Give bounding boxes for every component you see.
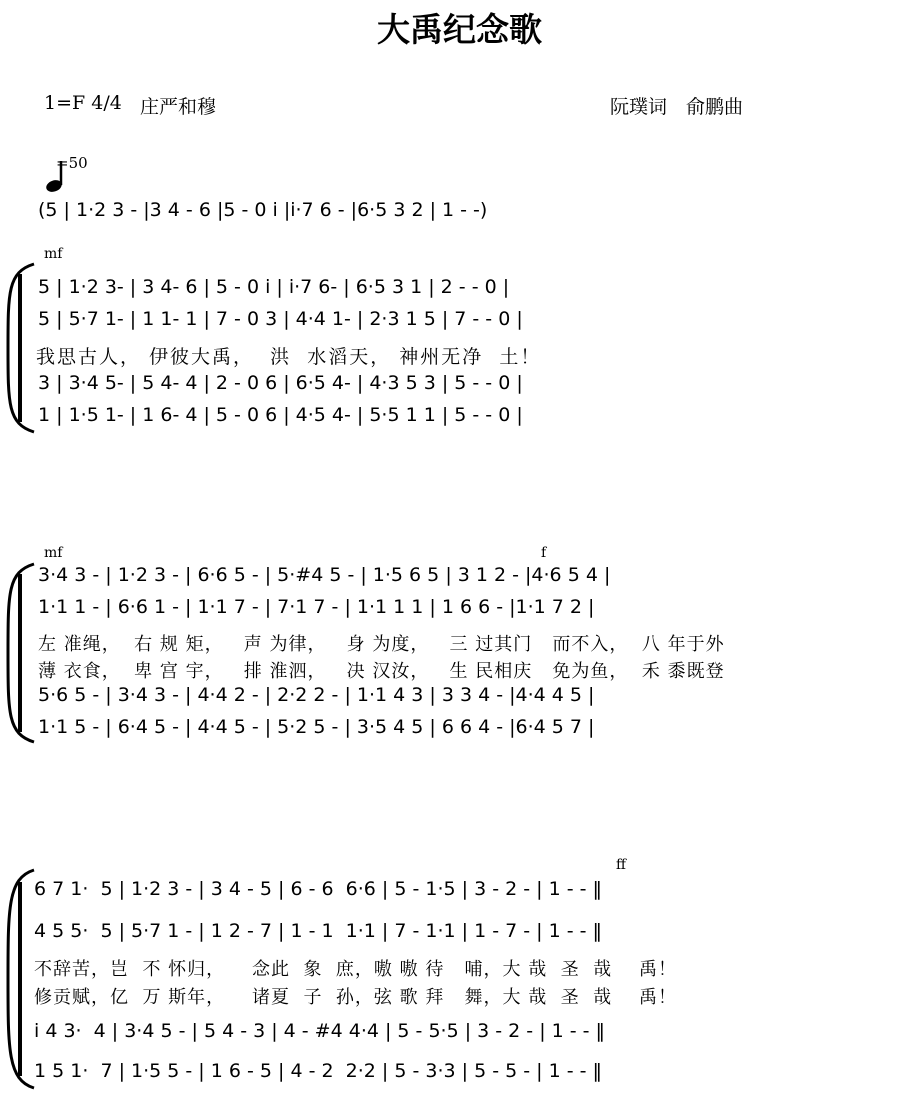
dynamic-marking: mf xyxy=(44,545,63,561)
intro-line: (5 | 1·2 3 - |3 4 - 6 |5 - 0 i |i·7 6 - |6·5 3 2 | 1 - -) xyxy=(38,199,488,221)
part-line: 1 | 1·5 1- | 1 6- 4 | 5 - 0 6 | 4·5 4- | 5·5 1 1 | 5 - - 0 | xyxy=(38,404,523,426)
part-line: 1·1 5 - | 6·4 5 - | 4·4 5 - | 5·2 5 - | 3·5 4 5 | 6 6 4 - |6·4 5 7 | xyxy=(38,716,595,738)
part-line: i 4 3· 4 | 3·4 5 - | 5 4 - 3 | 4 - #4 4·4 | 5 - 5·5 | 3 - 2 - | 1 - - ‖ xyxy=(34,1020,606,1042)
expression-marking: 庄严和穆 xyxy=(140,96,217,118)
lyric-line: 不辞苦，岂 不 怀归， 念此 象 庶，嗷 嗷 待 哺，大 哉 圣 哉 禹！ xyxy=(34,959,678,980)
part-line: 5 | 5·7 1- | 1 1- 1 | 7 - 0 3 | 4·4 1- | 2·3 1 5 | 7 - - 0 | xyxy=(38,308,523,330)
part-line: 5·6 5 - | 3·4 3 - | 4·4 2 - | 2·2 2 - | 1·1 4 3 | 3 3 4 - |4·4 4 5 | xyxy=(38,684,595,706)
part-line: 6 7 1· 5 | 1·2 3 - | 3 4 - 5 | 6 - 6 6·6 | 5 - 1·5 | 3 - 2 - | 1 - - ‖ xyxy=(34,878,602,900)
part-line: 5 | 1·2 3- | 3 4- 6 | 5 - 0 i | i·7 6- | 6·5 3 1 | 2 - - 0 | xyxy=(38,276,510,298)
lyric-line: 薄 衣食， 卑 宫 宇， 排 淮泗， 决 汉汝， 生 民相庆 免为鱼， 禾 黍既登 xyxy=(38,661,725,682)
part-line: 1·1 1 - | 6·6 1 - | 1·1 7 - | 7·1 7 - | 1·1 1 1 | 1 6 6 - |1·1 7 2 | xyxy=(38,596,595,618)
credits: 阮璞词 俞鹏曲 xyxy=(610,96,744,118)
dynamic-marking: mf xyxy=(44,246,63,262)
page-title: 大禹纪念歌 xyxy=(377,10,542,49)
part-line: 1 5 1· 7 | 1·5 5 - | 1 6 - 5 | 4 - 2 2·2 | 5 - 3·3 | 5 - 5 - | 1 - - ‖ xyxy=(34,1060,602,1082)
part-line: 3 | 3·4 5- | 5 4- 4 | 2 - 0 6 | 6·5 4- | 4·3 5 3 | 5 - - 0 | xyxy=(38,372,523,394)
system-brace xyxy=(0,262,40,434)
lyric-line: 我思古人， 伊彼大禹， 洪 水滔天， 神州无净 土！ xyxy=(36,346,542,368)
part-line: 4 5 5· 5 | 5·7 1 - | 1 2 - 7 | 1 - 1 1·1 | 7 - 1·1 | 1 - 7 - | 1 - - ‖ xyxy=(34,920,602,942)
system-brace xyxy=(0,562,40,744)
lyric-line: 修贡赋，亿 万 斯年， 诸夏 子 孙，弦 歌 拜 舞，大 哉 圣 哉 禹！ xyxy=(34,987,678,1008)
dynamic-marking: f xyxy=(541,545,547,561)
key-time-signature: 1=F 4/4 xyxy=(44,92,122,114)
tempo-value: =50 xyxy=(56,154,88,172)
lyric-line: 左 准绳， 右 规 矩， 声 为律， 身 为度， 三 过其门 而不入， 八 年于外 xyxy=(38,634,725,655)
quarter-note-icon xyxy=(34,140,58,174)
dynamic-marking: ff xyxy=(616,857,626,873)
part-line: 3·4 3 - | 1·2 3 - | 6·6 5 - | 5·#4 5 - | 1·5 6 5 | 3 1 2 - |4·6 5 4 | xyxy=(38,564,611,586)
